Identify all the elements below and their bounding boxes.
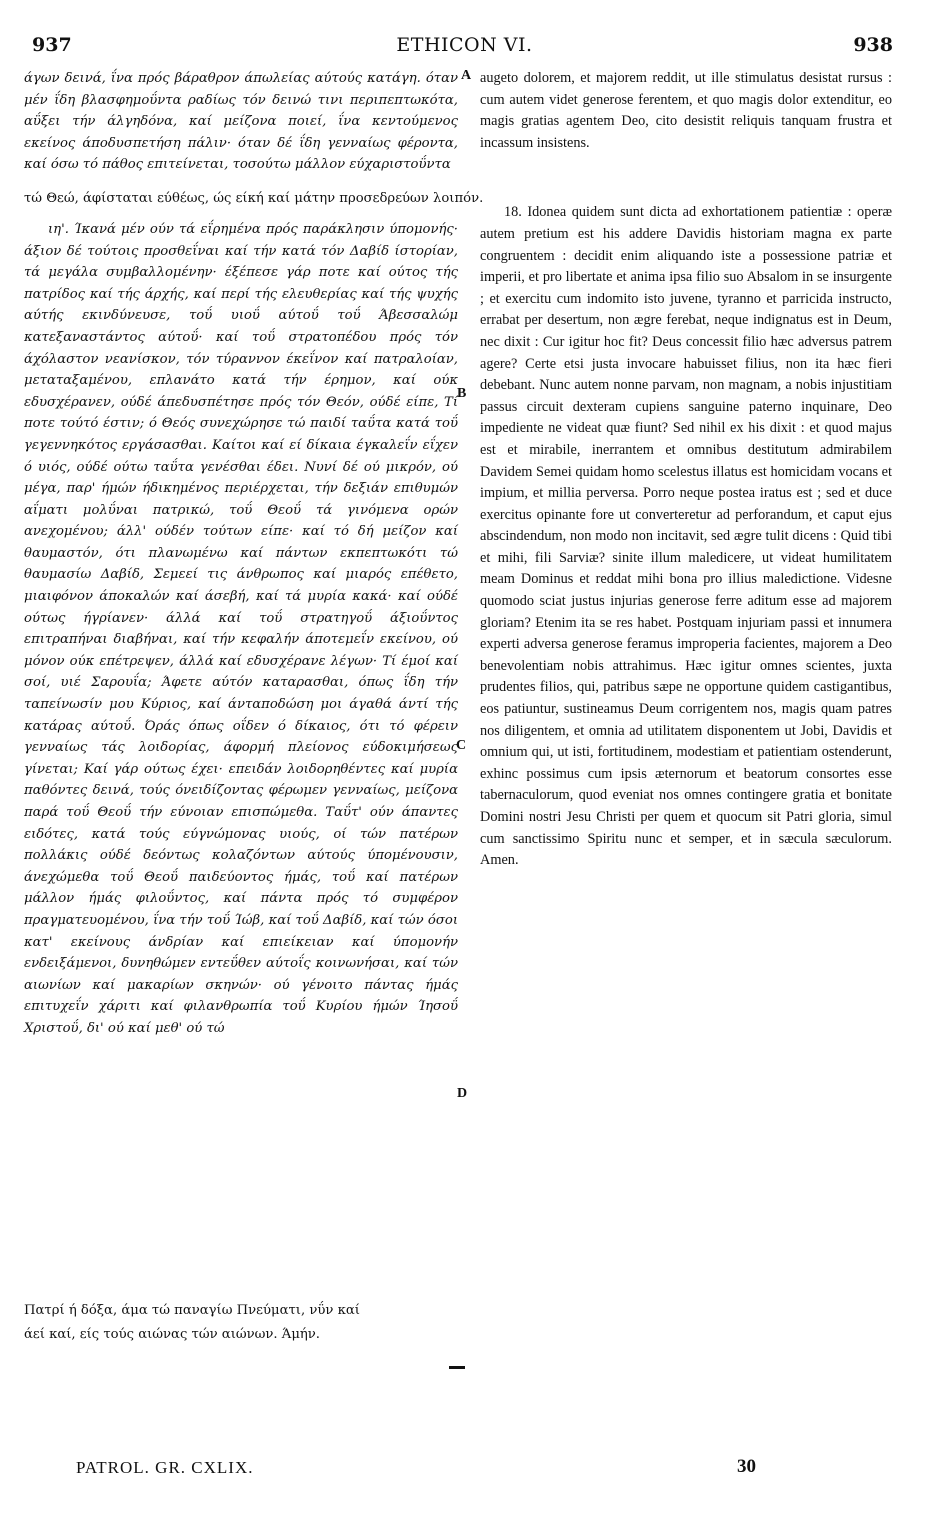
latin-paragraph-1: augeto dolorem, et majorem reddit, ut ille stimulatus desistat rursus : cum autem videt generose ferentem, et quo magis dolor extenditur, eo magis gratias agentem Deo, cito desistit reliquis tanquam frustra et incassum insistens. bbox=[480, 70, 892, 151]
footer-series: PATROL. GR. CXLIX. bbox=[76, 1458, 254, 1477]
greek-column bbox=[24, 68, 458, 1040]
running-header bbox=[0, 34, 929, 64]
greek-paragraph-1: άγων δεινά, ΐνα πρός βάραθρον άπωλείας αύτούς κατάγη. όταν μέν ΐδη βλασφημοΰντα ραδίως τόν δεινώ τινι περιπεπτωκότα, αΰξει τήν άλγηδόνα, καί μείζονα ποιεί, ΐνα κεντούμενος εκείνος άποδυσπετήση πάλιν· όταν δέ ΐδη γενναίως φέροντα, καί όσω τό πάθος επιτείνεται, τοσούτω μάλλον εύχαριστοΰντα bbox=[24, 71, 458, 173]
latin-paragraph-2: 18. Idonea quidem sunt dicta ad exhortationem patientiæ : operæ autem pretium est his addere Davidis historiam magna ex parte congruentem : decidit enim aliquando iste a possessione patriæ et imperii, et pro libertate et anima ipsa filio suo Absalom in se insurgente ; et exercitu cum indomito isto juvene, tyranno et parricida instructo, errabat per desertum, non ægre ferebat, neque indignatus est in Deum, nec dixit : Cur igitur hoc fit? Deus concessit filio hæc adversus patrem agere? Certe etsi justa invocare habuisset filius, non ita hæc fieri debebant. Nunc autem nonne parvam, non magnam, a nobis injustitiam passus circuit dexteram cupiens sanguine paterno inquinare, Deo impediente ne videat quæ fiunt? Sed nihil ex his dixit : et quod majus est et mirabile, inerrantem et omnibus destitutum admirabilem Davidem Semei quidam homo scelestus illatus est homicidam vocans et impium, et millia perversa. Porro neque postea iratus est ; sed et duce exercitus opinante fore ut converteretur ad perforandum, et caput ejus abscindendum, non modo non incitavit, sed ægre tulit dicens : Quid tibi et mihi, fili Sarviæ? sinite illum maledicere, ut videat humilitatem meam Dominus et reddat mihi bona pro illius maledictione. Videsne quomodo sciat justus injurias generose ferre aditum esse ad majorem gloriam? Etenim ita se res habet. Postquam injuriam passi et innumera experti adversa generose feramus improperia facientes, majorem a Deo benevolentiam nobis attrahimus. Hæc igitur omnes scientes, juxta prudentes filios, qui, patribus sæpe ne opportune quidem castigantibus, eos patiuntur, sustineamus Deum corrigentem nos, magis quam patres nos diligentem, et omnia ad utilitatem disponentem ut Jobi, Davidis et omnium qui, ut isti, fortitudinem, modestiam et patientiam ostenderunt, exhinc possimus cum ipsis æternorum et beatorum consortes esse tabernaculorum, quod eveniat nos omnes contingere gratia et bonitate Domini nostri Jesu Christi per quem et quocum sit Patri gloria, simul cum sanctissimo Spiritu nunc et semper, et in sæcula sæculorum. Amen. bbox=[480, 204, 892, 869]
running-title: ETHICON VI. bbox=[396, 34, 533, 56]
end-dash bbox=[449, 1366, 465, 1369]
section-marker-a: A bbox=[461, 68, 472, 83]
page-number-left: 937 bbox=[32, 34, 72, 56]
footer-signature-number: 30 bbox=[737, 1456, 756, 1477]
greek-paragraph-2: ιη'. Ίκανά μέν ούν τά εΐρημένα πρός παράκλησιν ύπομονής· άξιον δέ τούτοις προσθεΐναι καί τήν κατά τόν Δαβίδ ίστορίαν, τά μεγάλα συμβαλλομένην· έξέπεσε γάρ ποτε καί ούτος τής πατρίδος καί τής άρχής, καί περί τής ελευθερίας καί τής ψυχής αύτής εκινδύνευσε, τοΰ υιοΰ αύτοΰ τοΰ Άβεσσαλώμ κατεξαναστάντος αύτοΰ· καί τοΰ στρατοπέδου πρός τόν άχόλαστον νεανίσκον, τόν τύραννον έκεΐνον καί πατραλοίαν, μεταταξαμένου, επλανάτο κατά τήν έρημον, καί ούκ εδυσχέρανεν, ούδέ άπεδυσπέτησε πρός τόν Θεόν, ούδέ είπε, Τί ποτε τούτό έστιν; ό Θεός συνεχώρησε τώ παιδί ταΰτα κατά τοΰ γεγεννηκότος εργάσασθαι. Καίτοι καί εί δίκαια έγκαλεΐν εΐχεν ό υιός, ούδέ ούτω ταΰτα γενέσθαι έδει. Νυνί δέ ού μικρόν, ού μέγα, παρ' ήμών ήδικημένος περιέρχεται, τήν δεξιάν επιθυμών αΐματι μολΰναι πατρικώ, τοΰ Θεοΰ τά γινόμενα ορών ανεχομένου; άλλ' ούδέν τούτων είπε· καί τό δή μείζον καί θαυμαστόν, ότι πλανωμένω καί πάντων εκπεπτωκότι τώ θαυμασίω Δαβίδ, Σεμεεί τις άνθρωπος καί μιαρός επέθετο, μιαιφόνον άποκαλών καί άσεβή, καί τά μυρία κακά· καί ούδέ ούτως ήγρίανεν· άλλά καί τοΰ στρατηγοΰ άξιοΰντος επιτραπήναι διαβήναι, καί τήν κεφαλήν άποτεμεΐν εκείνου, ού μόνον ούκ επέτρεψεν, άλλά καί εδυσχέρανε λέγων· Τί έμοί καί σοί, υιέ Σαρουΐα; Άφετε αύτόν καταρασθαι, όπως ΐδη τήν ταπείνωσίν μου Κύριος, καί άνταποδώση μοι άγαθά άντί τής κατάρας αύτοΰ. Όράς όπως οΐδεν ό δίκαιος, ότι τό φέρειν γενναίως τάς λοιδορίας, άφορμή πλείονος εύδοκιμήσεως γίνεται; Καί γάρ ούτως έχει· επειδάν λοιδορηθέντες καί μυρία παθόντες δεινά, τούς όνειδίζοντας φέρωμεν γενναίως, μείζονα παρά τοΰ Θεοΰ τήν εύνοιαν επισπώμεθα. Ταΰτ' ούν άπαντες ειδότες, κατά τούς εύγνώμονας υιούς, οί τών πατέρων πολλάκις ούδέ δεόντως κολαζόντων αύτούς ύπομένουσιν, άνεχώμεθα τοΰ Θεοΰ παιδεύοντος ήμάς, τοΰ καί πατέρων μάλλον ήμάς φιλοΰντος, καί πάντα πρός τό συμφέρον πραγματευομένου, ΐνα τήν τοΰ Ίώβ, καί τοΰ Δαβίδ, καί τών όσοι κατ' εκείνους άνδρίαν καί επιείκειαν καί ύπομονήν ενδειξάμενοι, δυνηθώμεν εντεΰθεν αύτοΐς κοινωνήσαι, καί τών αιωνίων καί μακαρίων σκηνών· ού γένοιτο πάντας ήμάς επιτυχεΐν χάριτι καί φιλανθρωπία τοΰ Κυρίου ήμών Ίησοΰ Χριστοΰ, δι' ού καί μεθ' ού τώ bbox=[24, 221, 458, 1036]
page-number-right: 938 bbox=[853, 34, 893, 56]
section-marker-b: B bbox=[457, 386, 467, 401]
section-marker-c: C bbox=[456, 738, 467, 753]
section-marker-d: D bbox=[457, 1086, 468, 1101]
greek-spanning-line-2: Πατρί ή δόξα, άμα τώ παναγίω Πνεύματι, νΰν καί bbox=[24, 1303, 360, 1318]
greek-final-line: άεί καί, είς τούς αιώνας τών αιώνων. Άμήν. bbox=[24, 1327, 321, 1342]
greek-spanning-line-1: τώ Θεώ, άφίσταται εύθέως, ώς είκή καί μάτην προσεδρεύων λοιπόν. bbox=[24, 191, 484, 206]
